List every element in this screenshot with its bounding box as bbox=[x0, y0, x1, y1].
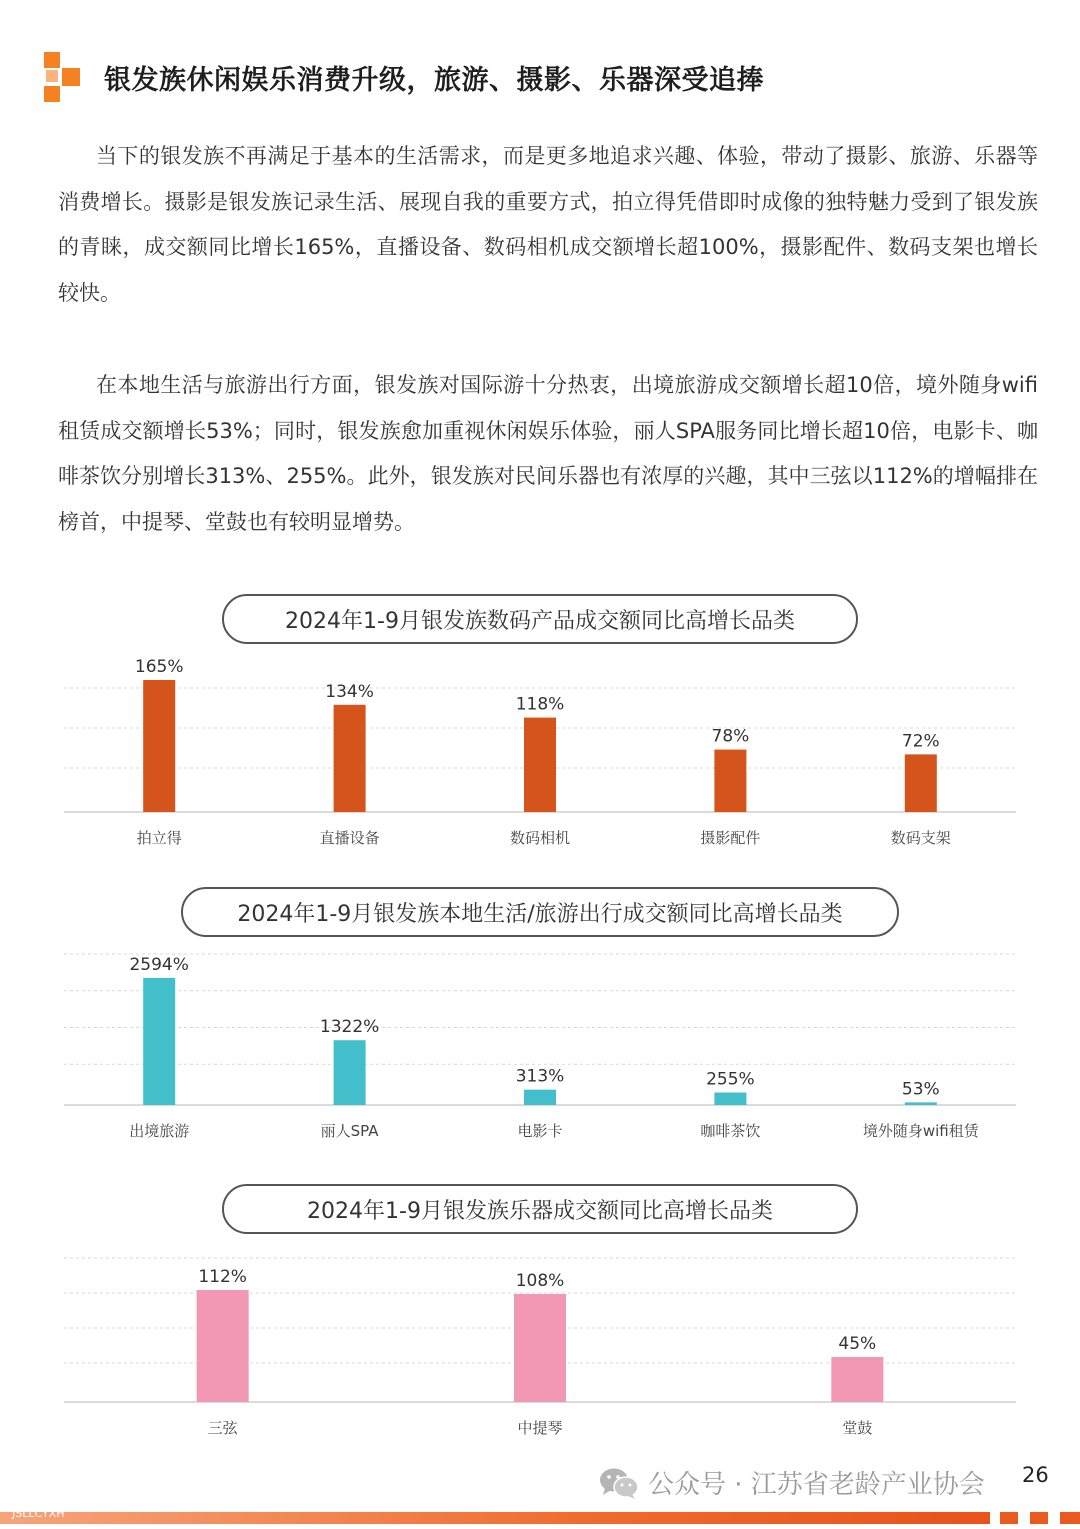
bottom-bar bbox=[0, 1512, 990, 1524]
bottom-square bbox=[1000, 1512, 1018, 1524]
chart-title-digital: 2024年1-9月银发族数码产品成交额同比高增长品类 bbox=[222, 594, 858, 644]
chart-title-travel: 2024年1-9月银发族本地生活/旅游出行成交额同比高增长品类 bbox=[181, 887, 899, 937]
bar bbox=[514, 1294, 566, 1402]
bar bbox=[905, 754, 937, 812]
category-label: 摄影配件 bbox=[700, 829, 761, 847]
wechat-icon bbox=[598, 1466, 640, 1500]
chart-title-instruments: 2024年1-9月银发族乐器成交额同比高增长品类 bbox=[222, 1184, 858, 1234]
bar bbox=[524, 1090, 556, 1105]
data-label: 108% bbox=[515, 1271, 565, 1291]
data-label: 165% bbox=[134, 657, 184, 677]
bar bbox=[714, 750, 746, 812]
bottom-square bbox=[1030, 1512, 1048, 1524]
data-label: 255% bbox=[706, 1069, 755, 1090]
data-label: 112% bbox=[198, 1267, 247, 1287]
bottom-square bbox=[1060, 1512, 1080, 1524]
data-label: 134% bbox=[325, 681, 374, 702]
data-label: 53% bbox=[901, 1079, 940, 1100]
category-label: 咖啡茶饮 bbox=[700, 1122, 761, 1140]
category-label: 电影卡 bbox=[517, 1122, 563, 1140]
category-label: 三弦 bbox=[207, 1419, 238, 1437]
category-label: 中提琴 bbox=[517, 1419, 563, 1437]
bar bbox=[714, 1093, 746, 1105]
bar bbox=[143, 680, 175, 812]
bar-chart-travel bbox=[0, 945, 1080, 1145]
bar bbox=[831, 1357, 883, 1402]
bar-chart-digital bbox=[0, 650, 1080, 850]
category-label: 拍立得 bbox=[136, 829, 182, 847]
data-label: 1322% bbox=[319, 1017, 380, 1038]
category-label: 丽人SPA bbox=[320, 1122, 379, 1140]
bar bbox=[905, 1102, 937, 1105]
data-label: 78% bbox=[711, 726, 750, 747]
data-label: 72% bbox=[901, 731, 940, 752]
data-label: 2594% bbox=[129, 954, 189, 975]
data-label: 45% bbox=[838, 1334, 877, 1354]
category-label: 境外随身wifi租赁 bbox=[862, 1122, 979, 1140]
category-label: 数码支架 bbox=[890, 829, 951, 847]
paragraph-travel: 在本地生活与旅游出行方面，银发族对国际游十分热衷，出境旅游成交额增长超10倍，境外随身wifi租赁成交额增长53%；同时，银发族愈加重视休闲娱乐体验，丽人SPA服务同比增长超10倍，电影卡、咖啡茶饮分别增长313%、255%。此外，银发族对民间乐器也有浓厚的兴趣，其中三弦以112%的增幅排在榜首，中提琴、堂鼓也有较明显增势。 bbox=[58, 373, 1038, 534]
category-label: 直播设备 bbox=[319, 829, 380, 847]
bar bbox=[524, 718, 556, 812]
bar bbox=[334, 1040, 366, 1105]
page-number: 26 bbox=[1022, 1463, 1049, 1487]
data-label: 313% bbox=[515, 1066, 565, 1087]
paragraph-photography: 当下的银发族不再满足于基本的生活需求，而是更多地追求兴趣、体验，带动了摄影、旅游、乐器等消费增长。摄影是银发族记录生活、展现自我的重要方式，拍立得凭借即时成像的独特魅力受到了银发族的青睐，成交额同比增长165%，直播设备、数码相机成交额增长超100%，摄影配件、数码支架也增长较快。 bbox=[58, 144, 1038, 305]
category-label: 堂鼓 bbox=[842, 1419, 873, 1437]
category-label: 数码相机 bbox=[509, 829, 571, 847]
page-title: 银发族休闲娱乐消费升级，旅游、摄影、乐器深受追捧 bbox=[104, 65, 764, 96]
bar bbox=[143, 978, 175, 1105]
bar-chart-instruments bbox=[0, 1240, 1080, 1445]
bar bbox=[197, 1290, 249, 1402]
data-label: 118% bbox=[515, 694, 565, 715]
bar bbox=[334, 705, 366, 812]
footer-source: 公众号 · 江苏省老龄产业协会 bbox=[648, 1470, 985, 1500]
category-label: 出境旅游 bbox=[129, 1122, 190, 1140]
watermark: JSLLCYXH bbox=[12, 1507, 65, 1520]
logo-icon bbox=[44, 52, 84, 104]
